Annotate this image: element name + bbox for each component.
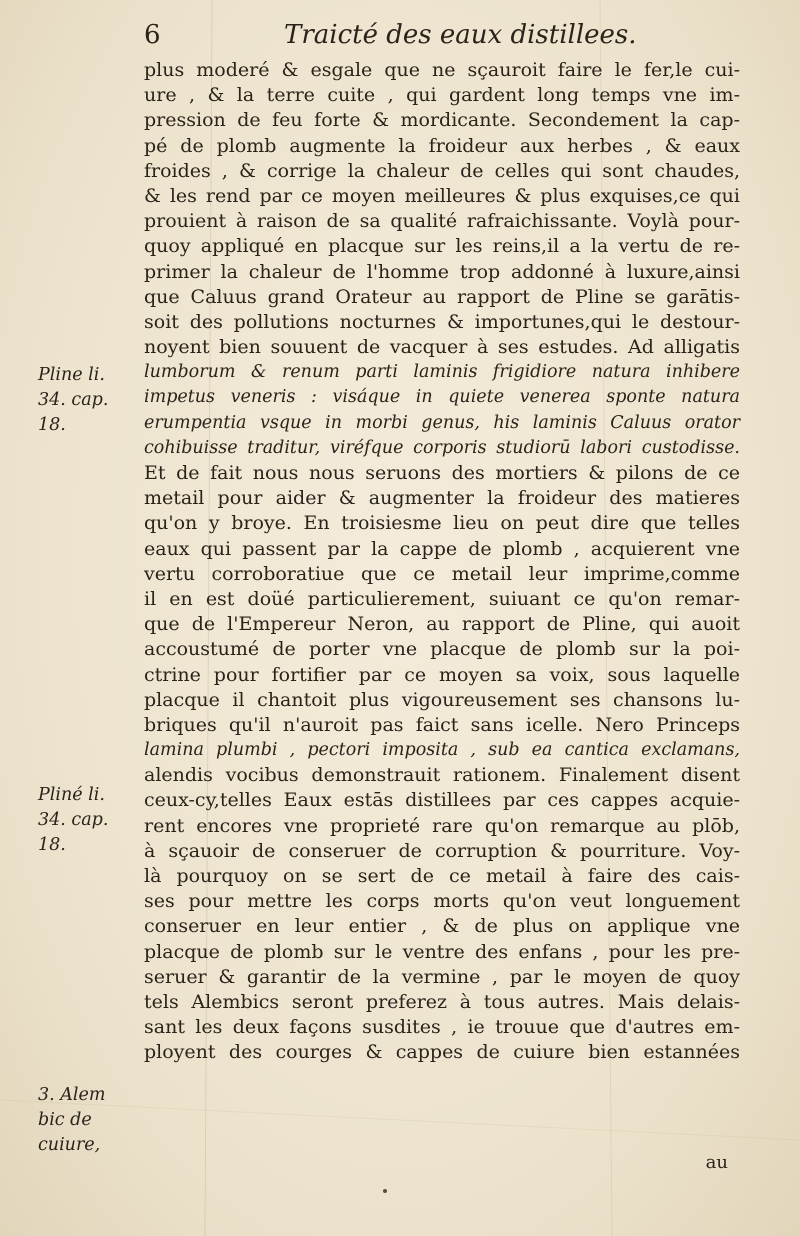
text-line: eaux qui passent par la cappe de plomb , acquierent vne (144, 537, 740, 560)
latin-quote-line: lumborum & renum parti laminis frigidiore natura inhibere (144, 362, 740, 383)
margin-note-alembic (38, 1083, 142, 1159)
page-number: 6 (144, 20, 161, 50)
margin-note-line: 18. (38, 415, 66, 436)
ink-dot (383, 1189, 387, 1193)
text-line: sant les deux façons susdites , ie trouue que d'autres em- (144, 1016, 740, 1039)
margin-note-line: 3. Alem (38, 1085, 106, 1105)
text-line: conseruer en leur entier , & de plus on applique vne (144, 915, 740, 938)
margin-note-line: 34. cap. (38, 810, 109, 831)
text-line: que Caluus grand Orateur au rapport de Pline se garātis- (144, 285, 740, 308)
margin-note-line: 34. cap. (38, 390, 109, 411)
catchword: au (705, 1152, 728, 1173)
text-line: tels Alembics seront preferez à tous autres. Mais delais- (144, 990, 740, 1013)
text-line: alendis vocibus demonstrauit rationem. Finalement disent (144, 764, 740, 787)
text-line: briques qu'il n'auroit pas faict sans icelle. Nero Princeps (144, 713, 740, 736)
text-line: quoy appliqué en placque sur les reins,il a la vertu de re- (144, 235, 740, 258)
text-line: ure , & la terre cuite , qui gardent long temps vne im- (144, 84, 740, 107)
text-line: placque de plomb sur le ventre des enfans , pour les pre- (144, 940, 740, 963)
main-text-block (144, 58, 740, 1066)
margin-note-pline-2 (38, 783, 142, 859)
text-line: plus moderé & esgale que ne sçauroit faire le fer,le cui- (144, 59, 740, 81)
text-line: ses pour mettre les corps morts qu'on veut longuement (144, 890, 740, 913)
text-line: Et de fait nous nous seruons des mortiers & pilons de ce (144, 462, 740, 484)
text-line: noyent bien souuent de vacquer à ses estudes. Ad alligatis (144, 336, 740, 359)
text-line: pé de plomb augmente la froideur aux herbes , & eaux (144, 134, 740, 157)
text-line: il en est doüé particulierement, suiuant ce qu'on remar- (144, 587, 740, 610)
text-line: ctrine pour fortifier par ce moyen sa voix, sous laquelle (144, 663, 740, 686)
latin-quote-line: cohibuisse traditur, viréfque corporis studiorū labori custodisse. (144, 437, 740, 458)
margin-note-line: 18. (38, 835, 66, 856)
margin-note-line: bic de (38, 1110, 92, 1131)
text-line: là pourquoy on se sert de ce metail à faire des cais- (144, 865, 740, 887)
page-header (140, 20, 760, 56)
margin-note-pline-1 (38, 363, 142, 439)
text-line: metail pour aider & augmenter la froideur des matieres (144, 487, 740, 510)
margin-note-line: Pliné li. (38, 785, 105, 805)
text-line: vertu corroboratiue que ce metail leur imprime,comme (144, 562, 740, 585)
text-line: seruer & garantir de la vermine , par le moyen de quoy (144, 965, 740, 988)
text-line: ceux-cy,telles Eaux estās distillees par ces cappes acquie- (144, 789, 740, 812)
text-line: à sçauoir de conseruer de corruption & pourriture. Voy- (144, 839, 740, 862)
margin-note-line: cuiure, (38, 1135, 101, 1156)
text-line: ployent des courges & cappes de cuiure bien estannées (144, 1041, 740, 1064)
text-line: que de l'Empereur Neron, au rapport de Pline, qui auoit (144, 613, 740, 636)
text-line: froides , & corrige la chaleur de celles qui sont chaudes, (144, 159, 740, 182)
text-line: accoustumé de porter vne placque de plomb sur la poi- (144, 638, 740, 661)
text-line: pression de feu forte & mordicante. Secondement la cap- (144, 109, 740, 132)
margin-note-line: Pline li. (38, 365, 105, 385)
text-line: soit des pollutions nocturnes & importunes,qui le destour- (144, 310, 740, 333)
latin-quote-line: lamina plumbi , pectori imposita , sub ea cantica exclamans, (144, 740, 740, 761)
text-line: & les rend par ce moyen meilleures & plus exquises,ce qui (144, 184, 740, 207)
running-title: Traicté des eaux distillees. (284, 20, 637, 50)
latin-quote-line: impetus veneris : visáque in quiete venerea sponte natura (144, 387, 740, 408)
latin-quote-line: erumpentia vsque in morbi genus, his laminis Caluus orator (144, 412, 740, 433)
text-line: primer la chaleur de l'homme trop addonné à luxure,ainsi (144, 260, 740, 283)
text-line: placque il chantoit plus vigoureusement ses chansons lu- (144, 688, 740, 711)
text-line: rent encores vne proprieté rare qu'on remarque au plōb, (144, 814, 740, 837)
text-line: qu'on y broye. En troisiesme lieu on peut dire que telles (144, 512, 740, 535)
text-line: prouient à raison de sa qualité rafraichissante. Voylà pour- (144, 210, 740, 233)
